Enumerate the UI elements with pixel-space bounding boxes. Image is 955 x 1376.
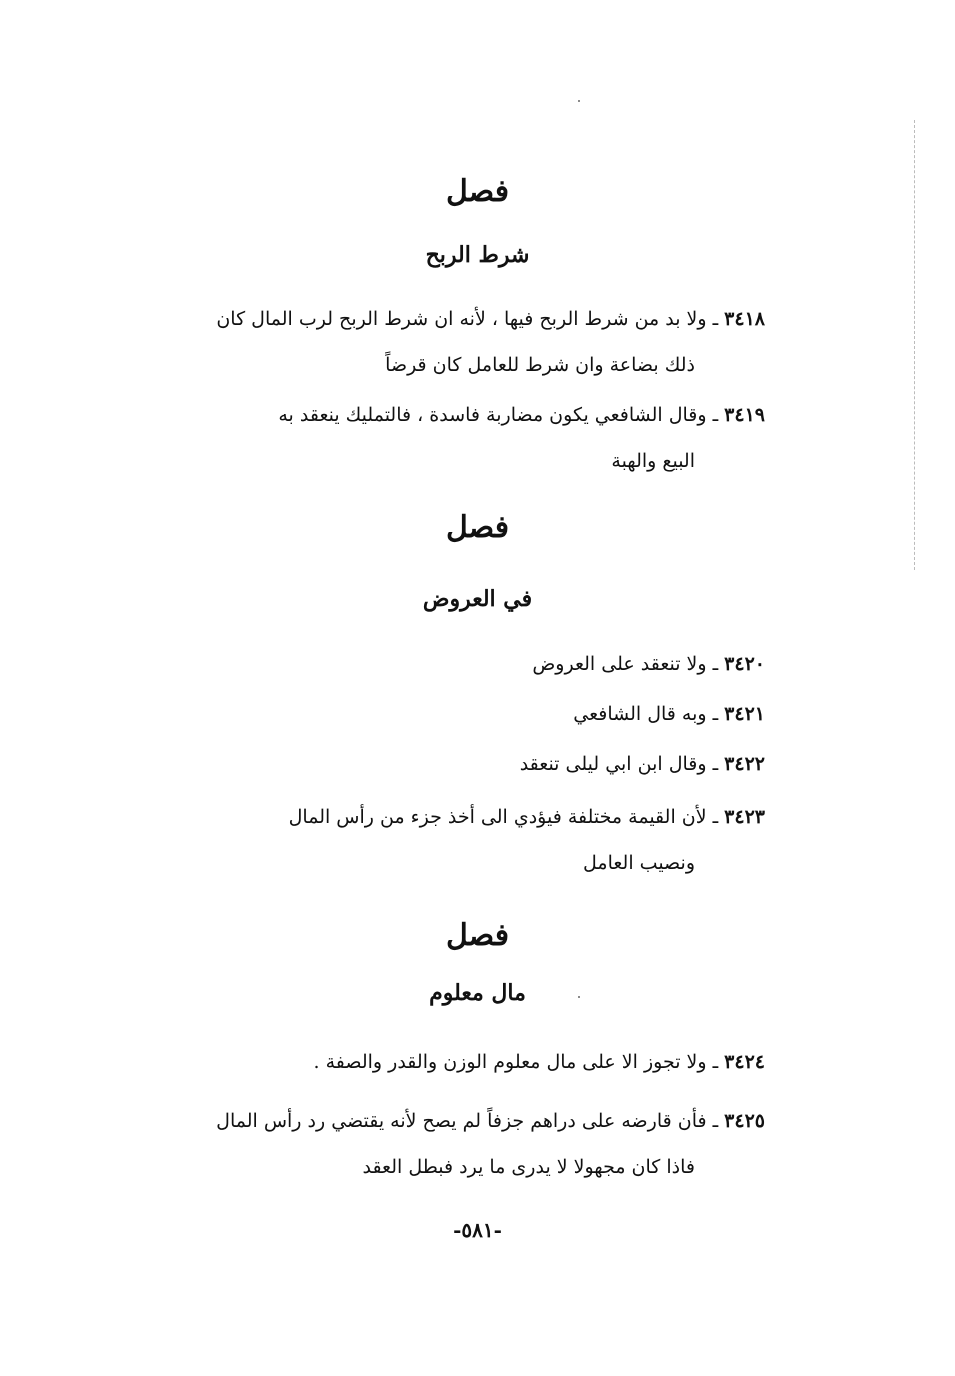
paragraph-text: ـ وقال الشافعي يكون مضاربة فاسدة ، فالتمليك ينعقد به <box>278 404 719 426</box>
paragraph-number: ٣٤١٩ <box>724 404 765 426</box>
paragraph-text: ـ ولا تنعقد على العروض <box>532 653 719 675</box>
paragraph-text: ـ فأن قارضه على دراهم جزفاً لم يصح لأنه يقتضي رد رأس المال <box>216 1110 719 1132</box>
paragraph-number: ٣٤١٨ <box>724 308 765 330</box>
paragraph <box>573 694 765 734</box>
paragraph <box>145 794 765 886</box>
paragraph <box>145 296 765 388</box>
paragraph <box>145 1098 765 1190</box>
paragraph-number: ٣٤٢٠ <box>724 653 765 675</box>
paragraph-text: ـ وقال ابن ابي ليلى تنعقد <box>519 753 719 775</box>
paragraph-continuation: البيع والهبة <box>611 450 695 472</box>
section-heading-text: فصل <box>445 918 510 953</box>
section-subtitle: مال معلوم <box>429 980 526 1006</box>
paragraph-number: ٣٤٢٤ <box>724 1051 765 1073</box>
section-heading-text: فصل <box>445 174 510 209</box>
section-heading <box>0 172 955 212</box>
section-heading-text: فصل <box>445 510 510 545</box>
paragraph-text: ـ ولا بد من شرط الربح فيها ، لأنه ان شرط الربح لرب المال كان <box>216 308 719 330</box>
paragraph-continuation: ذلك بضاعة وان شرط للعامل كان قرضاً <box>385 354 695 376</box>
paragraph <box>145 392 765 484</box>
paragraph-number: ٣٤٢١ <box>724 703 765 725</box>
section-subtitle: شرط الربح <box>425 242 530 268</box>
paragraph-number: ٣٤٢٣ <box>724 806 765 828</box>
page-number: -٥٨١- <box>453 1218 502 1242</box>
paragraph-number: ٣٤٢٢ <box>724 753 765 775</box>
section-heading <box>0 916 955 956</box>
paragraph-text: ـ لأن القيمة مختلفة فيؤدي الى أخذ جزء من رأس المال <box>288 806 719 828</box>
paragraph-continuation: فاذا كان مجهولا لا يدرى ما يرد فبطل العقد <box>362 1156 695 1178</box>
section-subtitle: في العروض <box>422 586 533 612</box>
paragraph-text: ـ ولا تجوز الا على مال معلوم الوزن والقدر والصفة . <box>313 1051 719 1073</box>
paragraph <box>520 744 765 784</box>
paragraph-number: ٣٤٢٥ <box>724 1110 765 1132</box>
paragraph <box>314 1042 765 1082</box>
scan-speck <box>578 100 580 102</box>
paragraph-text: ـ وبه قال الشافعي <box>573 703 719 725</box>
paragraph <box>532 644 765 684</box>
section-heading <box>0 508 955 548</box>
paragraph-continuation: ونصيب العامل <box>583 852 695 874</box>
